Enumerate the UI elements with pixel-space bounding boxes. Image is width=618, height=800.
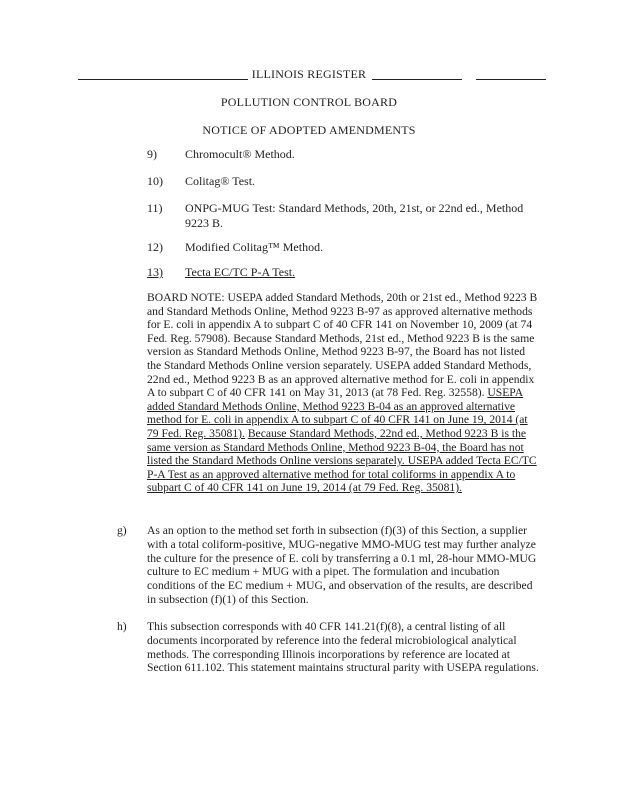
item-number: 10): [147, 174, 163, 188]
register-title: ILLINOIS REGISTER: [251, 67, 367, 81]
item-text: Modified Colitag™ Method.: [185, 240, 324, 254]
subsection-label: h): [117, 620, 127, 633]
notice-title: NOTICE OF ADOPTED AMENDMENTS: [202, 123, 416, 137]
subsection-text: This subsection corresponds with 40 CFR 141.21(f)(8), a central listing of all documents incorporated by reference into the federal microbiological analytical methods. The corresponding Illinois incorporations by reference are located at Section 611.102. This statement maintains structural parity with USEPA regulations.: [147, 620, 539, 675]
board-title: POLLUTION CONTROL BOARD: [220, 95, 398, 109]
item-text: Tecta EC/TC P-A Test.: [185, 265, 296, 279]
board-note-added-text-2: Because Standard Methods, 22nd ed., Method 9223 B is the same version as Standard Methods Online, Method 9223 B-04, the Board has not listed the Standard Methods Online versions separately. USEPA added Tecta EC/TC P-A Test as an approved alternative method for total coliforms in appendix A to subpart C of 40 CFR 141 on June 19, 2014 (at 79 Fed. Reg. 35081).: [147, 426, 537, 495]
board-note-added-text: USEPA added Standard Methods Online, Method 9223 B-04 as an approved alternative method for E. coli in appendix A to subpart C of 40 CFR 141 on June 19, 2014 (at 79 Fed. Reg. 35081).: [147, 386, 528, 440]
board-note-text: BOARD NOTE: USEPA added Standard Methods, 20th or 21st ed., Method 9223 B and Standard Methods Online, Method 9223 B-97 as approved alternative methods for E. coli in appendix A to subpart C of 40 CFR 141 on November 10, 2009 (at 74 Fed. Reg. 57908). Because Standard Methods, 21st ed., Method 9223 B is the same version as Standard Methods Online, Method 9223 B-97, the Board has not listed the Standard Methods Online version separately. USEPA added Standard Methods, 22nd ed., Method 9223 B as an approved alternative method for E. coli in appendix A to subpart C of 40 CFR 141 on May 31, 2013 (at 78 Fed. Reg. 32558).: [147, 291, 538, 400]
item-number: 11): [147, 201, 163, 215]
item-text: Chromocult® Method.: [185, 147, 295, 161]
item-number: 9): [147, 147, 157, 161]
subsection-label: g): [117, 524, 127, 537]
board-note: [147, 291, 541, 495]
item-text: Colitag® Test.: [185, 174, 256, 188]
item-number: 12): [147, 240, 163, 254]
item-text: ONPG-MUG Test: Standard Methods, 20th, 21st, or 22nd ed., Method 9223 B.: [185, 201, 524, 230]
item-number: 13): [147, 265, 163, 279]
subsection-text: As an option to the method set forth in subsection (f)(3) of this Section, a supplier with a total coliform-positive, MUG-negative MMO-MUG test may further analyze the culture for the presence of E. coli by transferring a 0.1 ml, 28-hour MMO-MUG culture to EC medium + MUG with a pipet. The formulation and incubation conditions of the EC medium + MUG, and observation of the results, are described in subsection (f)(1) of this Section.: [147, 524, 537, 606]
